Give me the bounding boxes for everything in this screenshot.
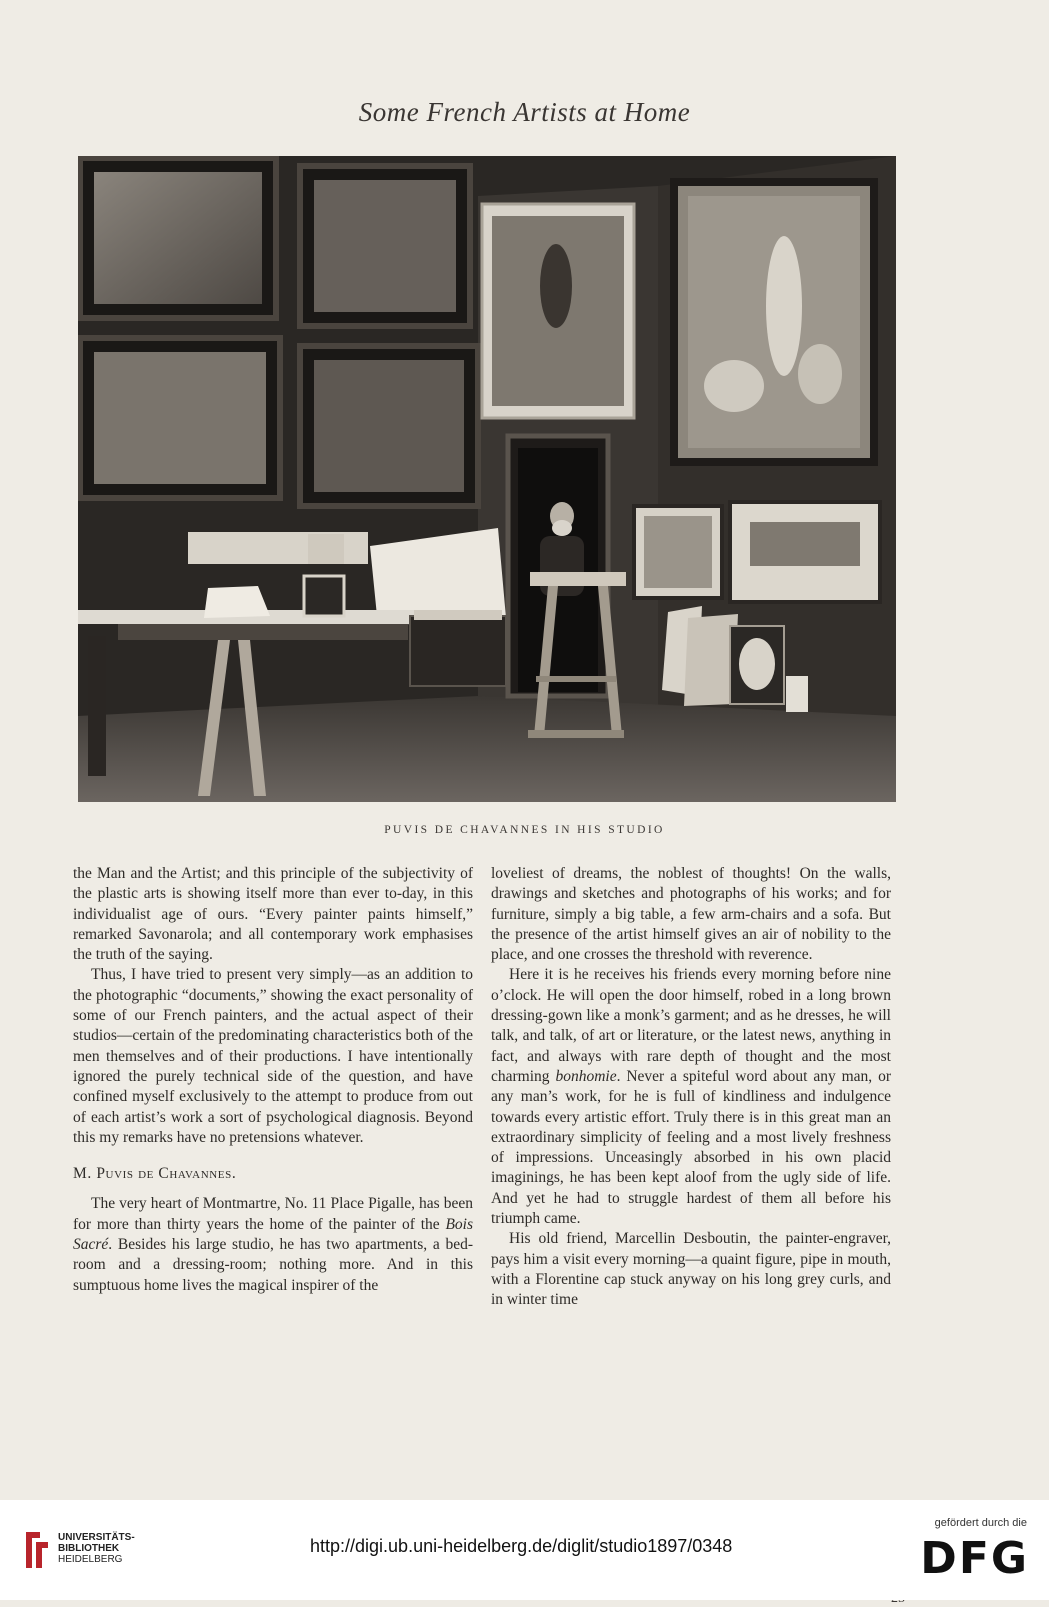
section-heading: M. Puvis de Chavannes.	[73, 1165, 237, 1183]
digitization-footer	[0, 1500, 1049, 1600]
running-head: Some French Artists at Home	[358, 97, 691, 127]
figure-caption: PUVIS DE CHAVANNES IN HIS STUDIO	[384, 824, 665, 836]
paragraph: His old friend, Marcellin Desboutin, the painter-engraver, pays him a visit every morning—a quaint figure, pipe in mouth, with a Florentine cap stuck anyway on his long grey curls, and in winter time	[491, 1230, 891, 1309]
paragraph	[491, 965, 891, 1229]
library-name: UNIVERSITÄTS- BIBLIOTHEK HEIDELBERG	[58, 1532, 135, 1565]
source-url-link[interactable]: http://digi.ub.uni-heidelberg.de/diglit/studio1897/0348	[310, 1536, 733, 1556]
text-run: . Besides his large studio, he has two apartments, a bed-room and a dressing-room; nothing more. And in this sumptuous home lives the magical inspirer of the	[73, 1236, 473, 1294]
right-column	[491, 864, 891, 1311]
studio-photograph	[78, 156, 896, 802]
text-run: . Never a spiteful word about any man, or any man’s work, for he is full of kindliness and indulgence towards every artistic effort. Truly there is in this great man an extraordinary simplicity of feeling and a most lively freshness of impressions. Unceasingly absorbed in his own placid imaginings, he has been kept aloof from the ugly side of life. And yet he had to struggle hardest of them all before his triumph came.	[491, 1067, 891, 1228]
paragraph: Thus, I have tried to present very simply—as an addition to the photographic “documents,” showing the exact personality of some of our French painters, and the actual aspect of their studios—certain of the predominating characteristics both of the men themselves and of their productions. I have intentionally ignored the purely technical side of the question, and have confined myself exclusively to the attempt to produce from out of each artist’s work a sort of psychological diagnosis. Beyond this my remarks have no pretensions whatever.	[73, 966, 473, 1146]
paragraph: loveliest of dreams, the noblest of thoughts! On the walls, drawings and sketches and photographs of his works; and for furniture, simply a big table, a few arm-chairs and a sofa. But the presence of the artist himself gives an air of nobility to the place, and one crosses the threshold with reverence.	[491, 865, 891, 964]
italic-word: bonhomie	[555, 1067, 617, 1085]
ub-heidelberg-logo-icon	[22, 1528, 52, 1577]
text-run: The very heart of Montmartre, No. 11 Place Pigalle, has been for more than thirty years the home of the painter of the	[73, 1195, 473, 1233]
text-run: Here it is he receives his friends every morning before nine o’clock. He will open the door himself, robed in a long brown dressing-gown like a monk’s garment; and as he dresses, he will talk, and talk, of art or literature, or the latest news, anything in fact, and always with rare depth of thought and the most charming	[491, 966, 891, 1085]
dfg-logo: DFG	[920, 1533, 1029, 1584]
funding-label: gefördert durch die	[934, 1517, 1027, 1529]
paragraph: the Man and the Artist; and this principle of the subjectivity of the plastic arts is showing itself more than ever to-day, in this individualist age of ours. “Every painter paints himself,” remarked Savonarola; and all contemporary work emphasises the truth of the saying.	[73, 865, 473, 964]
paragraph	[73, 1194, 473, 1295]
left-column	[73, 864, 473, 1296]
italic-title: Bois Sacré	[73, 1215, 473, 1254]
